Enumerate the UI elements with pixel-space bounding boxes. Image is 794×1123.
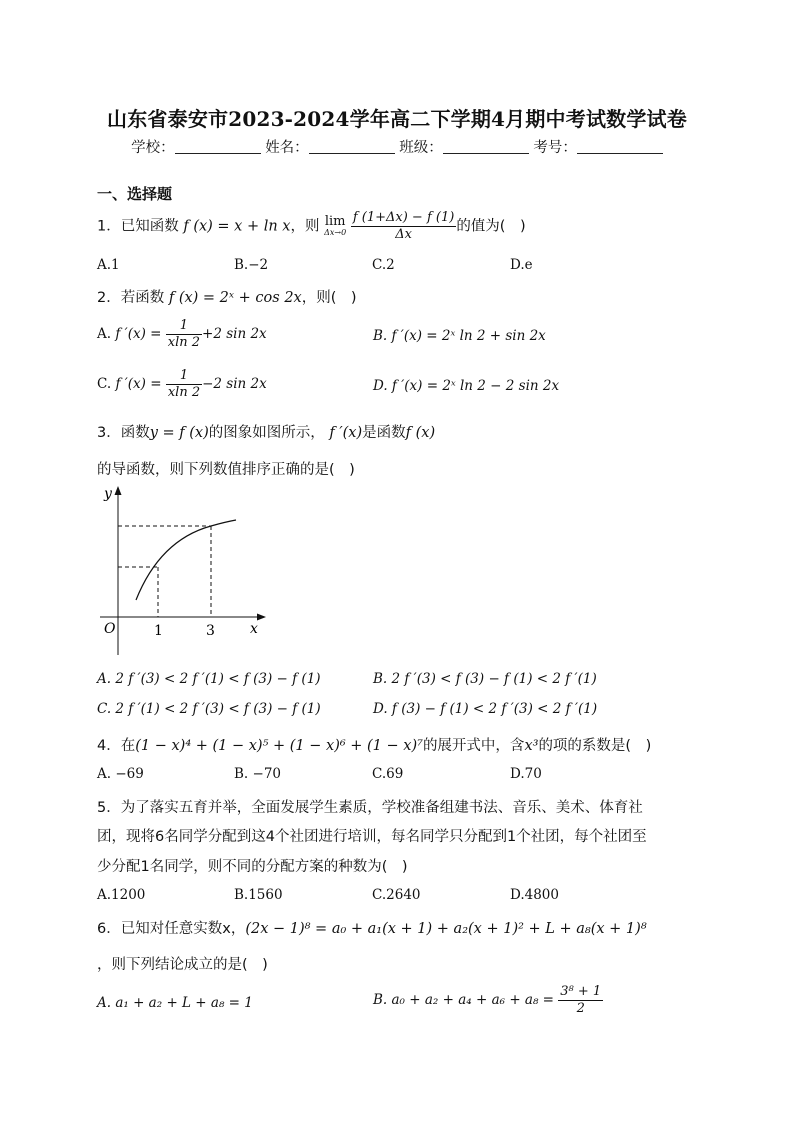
question-5-line-3: 少分配1名同学，则不同的分配方案的种数为( ) <box>97 859 408 875</box>
q5-line-1-text: 为了落实五育并举，全面发展学生素质，学校准备组建书法、音乐、美术、体育社 <box>120 800 643 816</box>
q1-lim-word: lim <box>324 213 346 229</box>
q3-text-a: 函数 <box>120 425 150 441</box>
q1-denominator: Δx <box>395 227 412 242</box>
q3-number: 3． <box>97 425 121 441</box>
graph-y-arrow <box>115 486 122 495</box>
graph-origin-label: O <box>104 621 116 637</box>
q4-expression: (1 − x)⁴ + (1 − x)⁵ + (1 − x)⁶ + (1 − x)⁷ <box>135 738 423 754</box>
q2-option-d: D. f ′(x) = 2ˣ ln 2 − 2 sin 2x <box>373 378 560 394</box>
q2-text-prefix: 若函数 <box>120 290 165 306</box>
q1-suffix: 的值为( ) <box>456 218 526 235</box>
question-4 <box>97 734 651 755</box>
q2-option-a-fraction <box>166 318 202 351</box>
q2-option-c-label: C. <box>97 376 112 392</box>
q6-option-a: A. a₁ + a₂ + L + a₈ = 1 <box>97 995 253 1011</box>
q5-option-d: D.4800 <box>510 887 559 903</box>
q1-func: f (x) = x + ln x <box>183 218 291 235</box>
student-info-line <box>0 136 794 157</box>
q2-option-c-lhs: f ′(x) = <box>115 376 162 392</box>
q2-option-a-num: 1 <box>166 318 202 335</box>
q4-option-a: A. −69 <box>97 766 144 782</box>
q5-option-b: B.1560 <box>234 887 283 903</box>
q5-option-a: A.1200 <box>97 887 146 903</box>
q2-option-c <box>97 368 267 401</box>
q2-option-c-rest: −2 sin 2x <box>202 376 267 392</box>
q6-text-a: 已知对任意实数x， <box>120 921 246 937</box>
q6-option-b <box>373 984 603 1017</box>
q1-option-a: A.1 <box>97 257 120 273</box>
q2-option-c-num: 1 <box>166 368 202 385</box>
question-5-line-1 <box>97 796 643 817</box>
class-blank <box>443 139 529 154</box>
q2-option-a-rest: +2 sin 2x <box>202 326 267 342</box>
q1-numerator: f (1+Δx) − f (1) <box>352 210 455 225</box>
graph-x-arrow <box>257 614 266 621</box>
exam-number-label: 考号： <box>533 140 577 156</box>
graph-y-label: y <box>104 486 112 502</box>
q4-option-b: B. −70 <box>234 766 281 782</box>
q1-number: 1． <box>97 218 121 235</box>
q3-option-c: C. 2 f ′(1) < 2 f ′(3) < f (3) − f (1) <box>97 701 321 717</box>
q1-limit <box>324 213 347 238</box>
question-5-line-2: 团，现将6名同学分配到这4个社团进行培训，每名同学只分配到1个社团，每个社团至 <box>97 829 647 845</box>
q1-prefix: 已知函数 <box>120 218 179 235</box>
q2-option-c-fraction <box>166 368 202 401</box>
q3-option-d: D. f (3) − f (1) < 2 f ′(3) < 2 f ′(1) <box>373 701 598 717</box>
q4-term: x³ <box>524 738 539 754</box>
name-blank <box>309 139 395 154</box>
school-blank <box>175 139 261 154</box>
q5-number: 5． <box>97 800 121 816</box>
graph-curve <box>136 520 236 600</box>
q5-option-c: C.2640 <box>372 887 421 903</box>
q1-mid: ，则 <box>290 218 320 235</box>
q6-expression: (2x − 1)⁸ = a₀ + a₁(x + 1) + a₂(x + 1)² + L + a₈(x + 1)⁸ <box>245 921 647 937</box>
q1-fraction <box>351 210 457 243</box>
exam-number-blank <box>577 139 663 154</box>
q2-func: f (x) = 2ˣ + cos 2x <box>168 290 302 306</box>
q3-text-b: y = f (x) <box>149 425 209 441</box>
question-2 <box>97 286 357 307</box>
question-6-line-2: ，则下列结论成立的是( ) <box>97 957 268 973</box>
q1-lim-sub: Δx→0 <box>324 227 347 237</box>
graph-tick-3: 3 <box>206 623 215 639</box>
q3-function-graph <box>90 480 280 660</box>
question-1 <box>97 210 526 243</box>
q2-option-b: B. f ′(x) = 2ˣ ln 2 + sin 2x <box>373 328 546 344</box>
q4-text-a: 在 <box>120 738 136 754</box>
q6-option-b-fraction <box>558 984 603 1017</box>
q4-option-d: D.70 <box>510 766 542 782</box>
school-label: 学校： <box>131 140 175 156</box>
q6-option-b-den: 2 <box>576 1001 585 1016</box>
page-title: 山东省泰安市2023-2024学年高二下学期4月期中考试数学试卷 <box>107 107 687 131</box>
q1-option-b: B.−2 <box>234 257 269 273</box>
q3-text-e: 是函数 <box>362 425 406 441</box>
q2-option-c-den: xln 2 <box>167 385 201 400</box>
q4-option-c: C.69 <box>372 766 404 782</box>
q1-option-d: D.e <box>510 257 533 273</box>
class-label: 班级： <box>399 140 443 156</box>
question-3-line-2: 的导函数，则下列数值排序正确的是( ) <box>97 462 355 478</box>
q2-option-a <box>97 318 267 351</box>
q6-number: 6． <box>97 921 121 937</box>
q4-number: 4． <box>97 738 121 754</box>
q6-option-b-lhs: B. a₀ + a₂ + a₄ + a₆ + a₈ = <box>373 992 554 1008</box>
q2-option-a-lhs: f ′(x) = <box>115 326 162 342</box>
q2-option-a-label: A. <box>97 326 112 342</box>
q2-number: 2． <box>97 290 121 306</box>
q4-text-b: 的展开式中，含 <box>422 738 525 754</box>
q3-option-a: A. 2 f ′(3) < 2 f ′(1) < f (3) − f (1) <box>97 671 321 687</box>
q3-text-d: f ′(x) <box>329 425 363 441</box>
section-heading: 一、选择题 <box>97 185 173 203</box>
q2-option-a-den: xln 2 <box>167 335 201 350</box>
q6-option-b-num: 3⁸ + 1 <box>560 984 602 999</box>
question-3-line-1 <box>97 421 435 442</box>
q3-text-c: 的图象如图所示， <box>208 425 325 441</box>
q4-text-c: 的项的系数是( ) <box>538 738 652 754</box>
q2-text-suffix: ，则( ) <box>301 290 357 306</box>
q3-text-f: f (x) <box>405 425 436 441</box>
graph-tick-1: 1 <box>154 623 163 639</box>
question-6 <box>97 917 647 938</box>
graph-x-label: x <box>250 621 258 637</box>
name-label: 姓名： <box>265 140 309 156</box>
q3-option-b: B. 2 f ′(3) < f (3) − f (1) < 2 f ′(1) <box>373 671 597 687</box>
q1-option-c: C.2 <box>372 257 395 273</box>
